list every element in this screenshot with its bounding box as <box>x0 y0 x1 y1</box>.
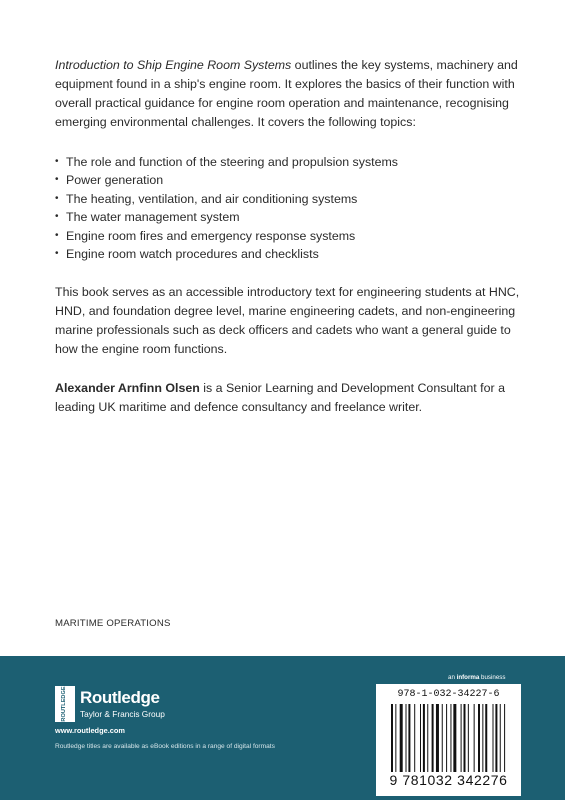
barcode-icon <box>391 704 514 772</box>
publisher-name: Routledge <box>80 688 160 707</box>
audience-paragraph: This book serves as an accessible introductory text for engineering students at HNC, HND, and foundation degree level, marine engineering cadets, and non-engineering marine professionals such as deck officers and cadets who want a general guide to how the engine room functions. <box>55 285 520 357</box>
intro-text: outlines the key systems, machinery and equipment found in a ship's engine room. It explores the basics of their function with overall practical guidance for engine room operation and maintenance, recognising emerging environmental challenges. It covers the following topics: <box>55 58 518 129</box>
bullet-icon: • <box>55 174 59 186</box>
informa-label: an informa business <box>448 674 506 681</box>
publisher-url[interactable]: www.routledge.com <box>55 726 125 735</box>
bullet-icon: • <box>55 229 59 241</box>
ean-digits: 9 781032 342276 <box>389 772 508 788</box>
ebook-note: Routledge titles are available as eBook editions in a range of digital formats <box>55 743 275 750</box>
series-label: MARITIME OPERATIONS <box>55 618 171 629</box>
list-item: • Engine room watch procedures and checklists <box>55 245 525 263</box>
routledge-vertical-text: ROUTLEDGE <box>61 686 67 722</box>
bullet-icon: • <box>55 156 59 167</box>
list-item: • The water management system <box>55 208 525 226</box>
list-item: • The role and function of the steering and propulsion systems <box>55 153 525 171</box>
author-bio: is a Senior Learning and Development Consultant for a leading UK maritime and defence consultancy and freelance writer. <box>55 381 505 415</box>
isbn-number: 978-1-032-34227-6 <box>397 689 500 700</box>
routledge-logo-icon <box>55 686 75 722</box>
author-name: Alexander Arnfinn Olsen <box>55 381 200 396</box>
list-item: • Engine room fires and emergency response systems <box>55 227 525 245</box>
list-item: • The heating, ventilation, and air conditioning systems <box>55 190 525 208</box>
publisher-group: Taylor & Francis Group <box>80 709 165 719</box>
back-cover-text <box>55 56 525 417</box>
bullet-icon: • <box>55 211 59 223</box>
bullet-icon: • <box>55 192 59 204</box>
list-item: • Power generation <box>55 171 525 189</box>
barcode-panel <box>376 684 521 796</box>
book-title: Introduction to Ship Engine Room Systems <box>55 58 292 72</box>
topics-list <box>55 153 525 263</box>
bullet-icon: • <box>55 248 59 260</box>
publisher-footer <box>0 656 565 800</box>
author-paragraph <box>55 379 525 417</box>
intro-paragraph <box>55 56 525 132</box>
